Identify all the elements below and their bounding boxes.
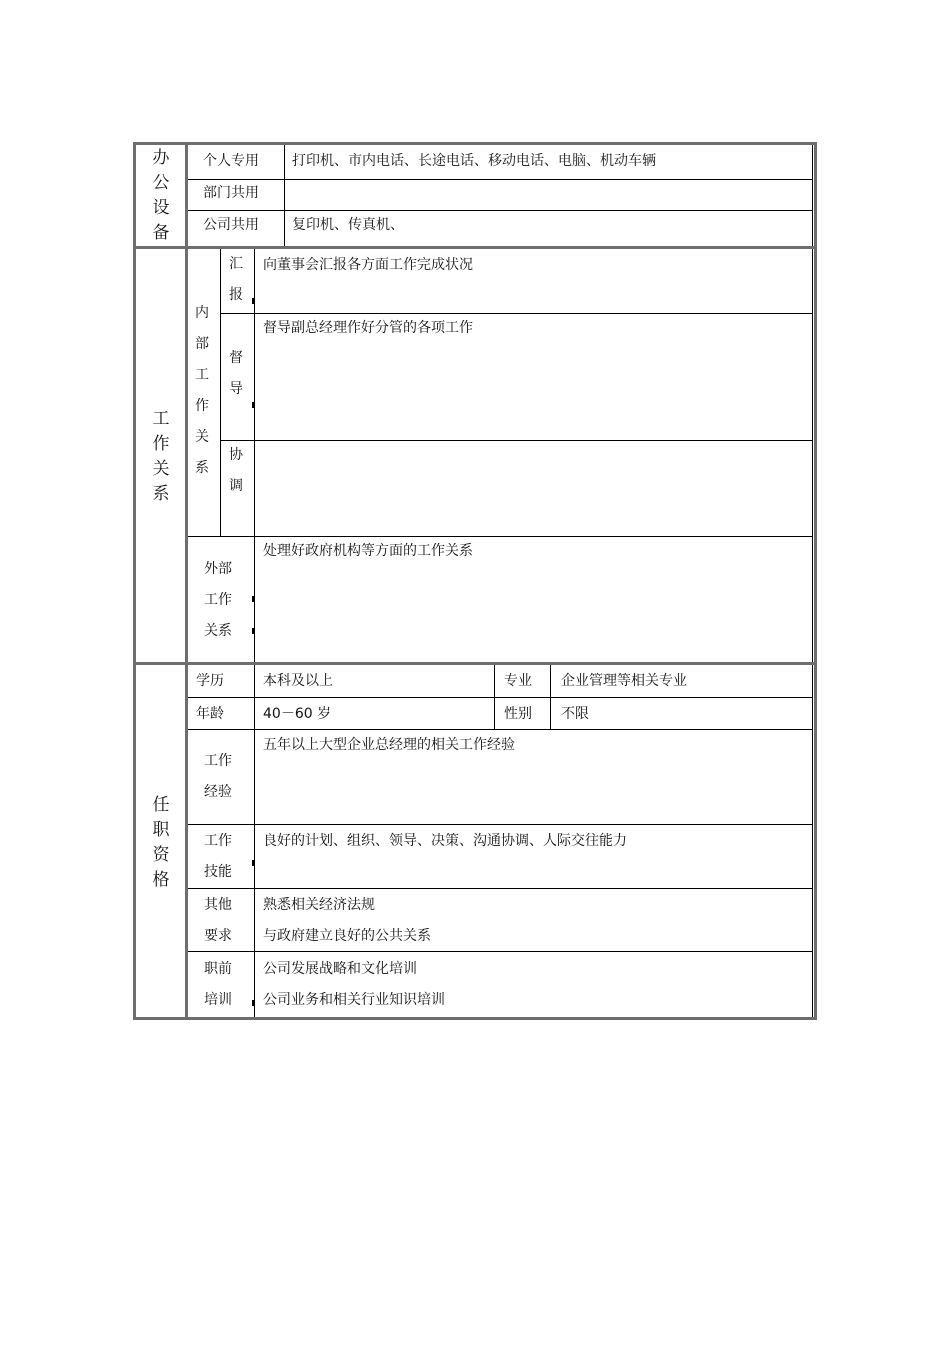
col-divider — [220, 249, 221, 536]
other-requirements-label: 要求 — [204, 928, 232, 944]
major-label: 专业 — [504, 673, 532, 689]
row-divider — [188, 888, 813, 889]
age-label: 年龄 — [196, 706, 224, 722]
section-label-office-equipment: 办公设备 — [152, 148, 170, 243]
col-divider — [254, 665, 255, 1017]
equipment-value-personal: 打印机、市内电话、长途电话、移动电话、电脑、机动车辆 — [292, 153, 656, 169]
experience-value: 五年以上大型企业总经理的相关工作经验 — [263, 737, 515, 753]
major-value: 企业管理等相关专业 — [561, 673, 687, 689]
border-tick — [252, 628, 254, 634]
row-divider — [188, 210, 813, 211]
external-relations-label: 工作 — [204, 592, 232, 608]
other-requirements-label: 其他 — [204, 897, 232, 913]
equipment-label-department: 部门共用 — [203, 185, 259, 201]
pre-job-training-label: 职前 — [204, 961, 232, 977]
row-divider — [188, 697, 813, 698]
skills-value: 良好的计划、组织、领导、决策、沟通协调、人际交往能力 — [263, 833, 627, 849]
education-value: 本科及以上 — [263, 673, 333, 689]
experience-label: 工作 — [204, 753, 232, 769]
row-divider — [188, 824, 813, 825]
section-label-column-border — [185, 144, 188, 1018]
external-relations-value: 处理好政府机构等方面的工作关系 — [263, 543, 473, 559]
other-requirements-value: 熟悉相关经济法规 — [263, 897, 375, 913]
relation-label-report: 汇报 — [229, 256, 243, 303]
relation-label-coordinate: 协调 — [229, 447, 243, 494]
gender-label: 性别 — [504, 706, 532, 722]
pre-job-training-label: 培训 — [204, 992, 232, 1008]
pre-job-training-value: 公司发展战略和文化培训 — [263, 961, 417, 977]
pre-job-training-value: 公司业务和相关行业知识培训 — [263, 992, 445, 1008]
row-divider — [188, 536, 813, 537]
equipment-value-company: 复印机、传真机、 — [292, 217, 404, 233]
col-divider — [812, 665, 813, 1017]
other-requirements-value: 与政府建立良好的公共关系 — [263, 928, 431, 944]
equipment-label-personal: 个人专用 — [203, 153, 259, 169]
relation-label-supervise: 督导 — [229, 350, 243, 397]
border-tick — [252, 596, 254, 602]
row-divider — [188, 951, 813, 952]
external-relations-label: 关系 — [204, 623, 232, 639]
experience-label: 经验 — [204, 784, 232, 800]
section-label-work-relations: 工作关系 — [152, 409, 170, 504]
equipment-label-company: 公司共用 — [203, 217, 259, 233]
col-divider — [812, 249, 813, 662]
border-tick — [252, 298, 254, 304]
col-divider — [284, 145, 285, 246]
external-relations-label: 外部 — [204, 561, 232, 577]
border-tick — [252, 402, 254, 408]
row-divider — [221, 440, 813, 441]
age-value: 40－60 岁 — [263, 706, 332, 722]
row-divider — [188, 729, 813, 730]
skills-label: 技能 — [204, 864, 232, 880]
row-divider — [188, 179, 813, 180]
col-divider — [254, 249, 255, 662]
section-label-qualifications: 任职资格 — [152, 795, 170, 890]
relation-value-report: 向董事会汇报各方面工作完成状况 — [263, 257, 473, 273]
relation-value-supervise: 督导副总经理作好分管的各项工作 — [263, 320, 473, 336]
gender-value: 不限 — [561, 706, 589, 722]
education-label: 学历 — [196, 673, 224, 689]
section-divider — [135, 662, 815, 665]
col-divider — [812, 145, 813, 246]
row-divider — [221, 313, 813, 314]
internal-relations-label: 内部工作关系 — [195, 305, 209, 476]
skills-label: 工作 — [204, 833, 232, 849]
